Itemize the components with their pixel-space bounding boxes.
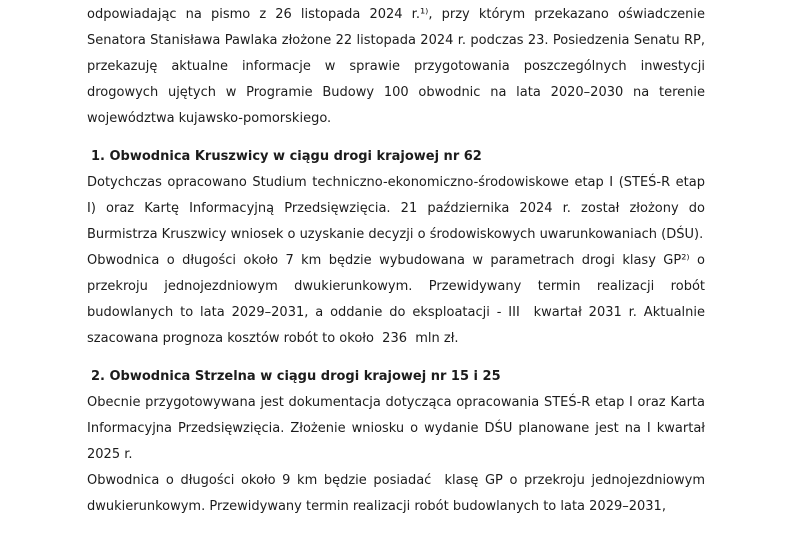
section-kruszwica-paragraph-1: Dotychczas opracowano Studium techniczno-ekonomiczno-środowiskowe etap I (STEŚ-R etap I) oraz Kartę Informacyjną Przedsięwzięcia. 21 października 2024 r. został złożony do Burmistrza Kruszwicy wniosek o uzyskanie decyzji o środowiskowych uwarunkowaniach (DŚU). [87,175,705,242]
section-strzelno-heading: 2. Obwodnica Strzelna w ciągu drogi krajowej nr 15 i 25 [91,369,501,384]
section-kruszwica-paragraph-2: Obwodnica o długości około 7 km będzie wybudowana w parametrach drogi klasy GP²⁾ o przekroju jednojezdniowym dwukierunkowym. Przewidywany termin realizacji robót budowlanych to lata 2029–2031, a oddanie do eksploatacji - III kwartał 2031 r. Aktualnie szacowana prognoza kosztów robót to około 236 mln zł. [87,253,705,346]
document-content [87,2,705,520]
section-kruszwica-heading: 1. Obwodnica Kruszwicy w ciągu drogi krajowej nr 62 [91,149,482,164]
section-strzelno [87,364,705,520]
section-kruszwica [87,144,705,352]
intro-paragraph: odpowiadając na pismo z 26 listopada 2024 r.¹⁾, przy którym przekazano oświadczenie Senatora Stanisława Pawlaka złożone 22 listopada 2024 r. podczas 23. Posiedzenia Senatu RP, przekazuję aktualne informacje w sprawie przygotowania poszczególnych inwestycji drogowych ujętych w Programie Budowy 100 obwodnic na lata 2020–2030 na terenie województwa kujawsko-pomorskiego. [87,7,705,126]
section-strzelno-paragraph-1: Obecnie przygotowywana jest dokumentacja dotycząca opracowania STEŚ-R etap I oraz Karta Informacyjna Przedsięwzięcia. Złożenie wniosku o wydanie DŚU planowane jest na I kwartał 2025 r. [87,395,705,462]
section-strzelno-paragraph-2: Obwodnica o długości około 9 km będzie posiadać klasę GP o przekroju jednojezdniowym dwukierunkowym. Przewidywany termin realizacji robót budowlanych to lata 2029–2031, [87,473,705,514]
